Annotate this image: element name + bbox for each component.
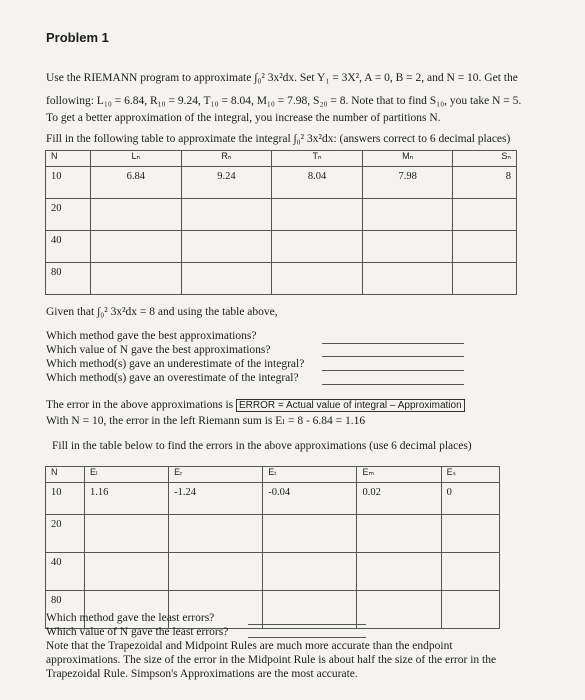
table-cell[interactable]: 0.02 — [357, 483, 441, 515]
table-cell[interactable] — [85, 515, 169, 553]
table-cell[interactable] — [357, 515, 441, 553]
table-cell[interactable]: 8.04 — [272, 167, 363, 199]
col-header: Eᵣ — [169, 467, 263, 483]
error-line-1 — [46, 399, 465, 411]
col-header: Eₜ — [263, 467, 357, 483]
table-row — [46, 553, 500, 591]
table-cell[interactable] — [362, 263, 453, 295]
table-cell[interactable] — [453, 199, 517, 231]
question-best-method: Which method gave the best approximations? — [46, 330, 257, 342]
given-line: Given that ∫₀² 3x²dx = 8 and using the table above, — [46, 306, 278, 318]
table-row — [46, 515, 500, 553]
table-cell[interactable] — [91, 199, 182, 231]
approximation-table — [45, 150, 517, 295]
table-cell[interactable] — [357, 591, 441, 629]
table-cell[interactable] — [169, 553, 263, 591]
table-cell[interactable]: 9.24 — [181, 167, 272, 199]
note-line-1: Note that the Trapezoidal and Midpoint Rules are much more accurate than the endpoint — [46, 640, 453, 652]
table-cell[interactable]: -1.24 — [169, 483, 263, 515]
table-cell[interactable] — [181, 231, 272, 263]
table-cell[interactable]: -0.04 — [263, 483, 357, 515]
col-header: Eₗ — [85, 467, 169, 483]
table-row — [46, 231, 517, 263]
table-cell[interactable]: 1.16 — [85, 483, 169, 515]
col-header: N — [46, 467, 85, 483]
answer-line[interactable] — [248, 637, 366, 638]
answer-line[interactable] — [322, 370, 464, 371]
table-cell[interactable] — [453, 231, 517, 263]
table-cell[interactable] — [362, 199, 453, 231]
table-cell[interactable] — [181, 199, 272, 231]
table-cell[interactable] — [263, 553, 357, 591]
table-cell: 80 — [46, 591, 85, 629]
table-cell[interactable] — [362, 231, 453, 263]
table-cell[interactable] — [169, 515, 263, 553]
intro-line-3: To get a better approximation of the integral, you increase the number of partitions N. — [46, 112, 441, 124]
problem-title: Problem 1 — [46, 30, 109, 45]
answer-line[interactable] — [322, 343, 464, 344]
question-best-n: Which value of N gave the best approximations? — [46, 344, 271, 356]
table-row — [46, 263, 517, 295]
table-cell[interactable] — [441, 553, 499, 591]
table-cell[interactable]: 8 — [453, 167, 517, 199]
table-cell: 10 — [46, 483, 85, 515]
table-cell[interactable] — [91, 263, 182, 295]
table-row — [46, 199, 517, 231]
answer-line[interactable] — [322, 356, 464, 357]
table-header-row — [46, 467, 500, 483]
question-overestimate: Which method(s) gave an overestimate of the integral? — [46, 372, 299, 384]
table-cell[interactable] — [357, 553, 441, 591]
table-cell[interactable] — [272, 231, 363, 263]
col-header: Tₙ — [272, 151, 363, 167]
table-cell: 10 — [46, 167, 91, 199]
table-cell[interactable]: 0 — [441, 483, 499, 515]
question-underestimate: Which method(s) gave an underestimate of the integral? — [46, 358, 305, 370]
table-row — [46, 483, 500, 515]
answer-line[interactable] — [322, 384, 464, 385]
table-cell[interactable] — [263, 591, 357, 629]
table-cell: 20 — [46, 515, 85, 553]
table-row — [46, 167, 517, 199]
table-cell[interactable]: 7.98 — [362, 167, 453, 199]
table-cell[interactable] — [85, 553, 169, 591]
intro-line-1: Use the RIEMANN program to approximate ∫₀² 3x²dx. Set Y₁ = 3X², A = 0, B = 2, and N = 10. Get the — [46, 72, 518, 84]
table-cell[interactable] — [441, 591, 499, 629]
question-least-errors-method: Which method gave the least errors? — [46, 612, 215, 624]
table-header-row — [46, 151, 517, 167]
col-header: Eₘ — [357, 467, 441, 483]
table-cell[interactable] — [263, 515, 357, 553]
table-cell[interactable] — [272, 263, 363, 295]
col-header: Rₙ — [181, 151, 272, 167]
table-cell: 80 — [46, 263, 91, 295]
table-cell[interactable]: 6.84 — [91, 167, 182, 199]
col-header: Sₙ — [453, 151, 517, 167]
fill-instruction-1: Fill in the following table to approximate the integral ∫₀² 3x²dx: (answers correct to 6 decimal places) — [46, 133, 511, 145]
error-prefix: The error in the above approximations is — [46, 399, 234, 411]
note-line-2: approximations. The size of the error in the Midpoint Rule is about half the size of the error in the — [46, 654, 497, 666]
error-line-2: With N = 10, the error in the left Riemann sum is Eₗ = 8 - 6.84 = 1.16 — [46, 415, 366, 427]
col-header: Lₙ — [91, 151, 182, 167]
table-cell[interactable] — [453, 263, 517, 295]
intro-line-2: following: L₁₀ = 6.84, R₁₀ = 9.24, T₁₀ = 8.04, M₁₀ = 7.98, S₂₀ = 8. Note that to find S₁₀, you take N = 5. — [46, 95, 522, 107]
table-cell[interactable] — [441, 515, 499, 553]
error-table — [45, 466, 500, 629]
table-cell: 40 — [46, 553, 85, 591]
table-cell: 40 — [46, 231, 91, 263]
table-cell[interactable] — [91, 231, 182, 263]
table-cell[interactable] — [181, 263, 272, 295]
table-cell: 20 — [46, 199, 91, 231]
table-cell[interactable] — [272, 199, 363, 231]
col-header: N — [46, 151, 91, 167]
question-least-errors-n: Which value of N gave the least errors? — [46, 626, 229, 638]
note-line-3: Trapezoidal Rule. Simpson's Approximations are the most accurate. — [46, 668, 358, 680]
col-header: Eₛ — [441, 467, 499, 483]
col-header: Mₙ — [362, 151, 453, 167]
answer-line[interactable] — [248, 624, 366, 625]
fill-instruction-2: Fill in the table below to find the errors in the above approximations (use 6 decimal places) — [52, 440, 472, 452]
error-formula: ERROR = Actual value of integral – Approximation — [236, 399, 465, 412]
